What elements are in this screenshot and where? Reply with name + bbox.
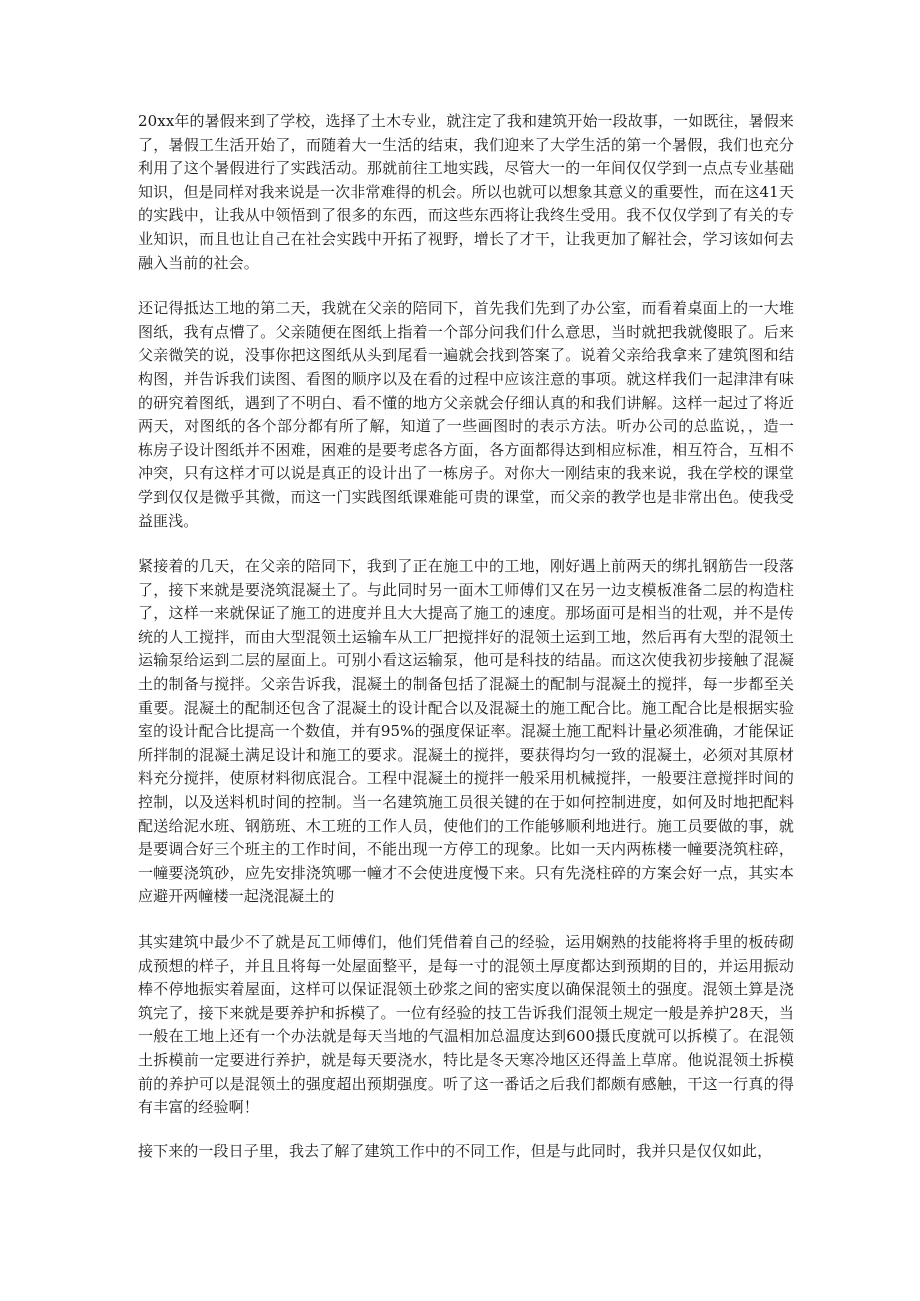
paragraph-1: 20xx年的暑假来到了学校，选择了土木专业，就注定了我和建筑开始一段故事，一如既往，暑假来了，暑假工生活开始了，而随着大一生活的结束，我们迎来了大学生活的第一个暑假，我们也充分利用了这个暑假进行了实践活动。那就前往工地实践，尽管大一的一年间仅仅学到一点点专业基础知识，但是同样对我来说是一次非常难得的机会。所以也就可以想象其意义的重要性，而在这41天的实践中，让我从中领悟到了很多的东西，而这些东西将让我终生受用。我不仅仅学到了有关的专业知识，而且也让自己在社会实践中开拓了视野，增长了才干，让我更加了解社会，学习该如何去融入当前的社会。 — [138, 112, 794, 272]
paragraph-3: 紧接着的几天，在父亲的陪同下，我到了正在施工中的工地，刚好遇上前两天的绑扎钢筋告一段落了，接下来就是要浇筑混凝土了。与此同时另一面木工师傅们又在另一边支模板准备二层的构造柱了，这样一来就保证了施工的进度并且大大提高了施工的速度。那场面可是相当的壮观，并不是传统的人工搅拌，而由大型混领土运输车从工厂把搅拌好的混领土运到工地，然后再有大型的混领土运输泵给运到二层的屋面上。可别小看这运输泵，他可是科技的结晶。而这次使我初步接触了混凝土的制备与搅拌。父亲告诉我，混凝土的制备包括了混凝土的配制与混凝土的搅拌，每一步都至关重要。混凝土的配制还包含了混凝土的设计配合以及混凝土的施工配合比。施工配合比是根据实验室的设计配合比提高一个数值，并有95%的强度保证率。混凝土施工配料计量必须准确，才能保证所拌制的混凝土满足设计和施工的要求。混凝土的搅拌，要获得均匀一致的混凝土，必须对其原材料充分搅拌，使原材料彻底混合。工程中混凝土的搅拌一般采用机械搅拌，一般要注意搅拌时间的控制，以及送料机时间的控制。当一名建筑施工员很关键的在于如何控制进度，如何及时地把配料配送给泥水班、钢筋班、木工班的工作人员，使他们的工作能够顺利地进行。施工员要做的事，就是要调合好三个班主的工作时间，不能出现一方停工的现象。比如一天内两栋楼一幢要浇筑柱碎，一幢要浇筑砂，应先安排浇筑哪一幢才不会使进度慢下来。只有先浇柱碎的方案会好一点，其实本应避开两幢楼一起浇混凝土的 — [138, 557, 794, 906]
document-body — [138, 110, 794, 1163]
paragraph-2: 还记得抵达工地的第二天，我就在父亲的陪同下，首先我们先到了办公室，而看着桌面上的一大堆图纸，我有点懵了。父亲随便在图纸上指着一个部分问我们什么意思，当时就把我就傻眼了。后来父亲微笑的说，没事你把这图纸从头到尾看一遍就会找到答案了。说着父亲给我拿来了建筑图和结构图，并告诉我们读图、看图的顺序以及在看的过程中应该注意的事项。就这样我们一起津津有味的研究着图纸，遇到了不明白、看不懂的地方父亲就会仔细认真的和我们讲解。这样一起过了将近两天，对图纸的各个部分都有所了解，知道了一些画图时的表示方法。听办公司的总监说，，造一栋房子设计图纸并不困难，困难的是要考虑各方面，各方面都得达到相应标准，相互符合，互相不冲突，只有这样才可以说是真正的设计出了一栋房子。对你大一刚结束的我来说，我在学校的课堂学到仅仅是微乎其微，而这一门实践图纸课难能可贵的课堂，而父亲的教学也是非常出色。使我受益匪浅。 — [138, 299, 794, 530]
paragraph-5: 接下来的一段日子里，我去了解了建筑工作中的不同工作，但是与此同时，我并只是仅仅如此， — [138, 1141, 773, 1160]
paragraph-4: 其实建筑中最少不了就是瓦工师傅们，他们凭借着自己的经验，运用娴熟的技能将将手里的板砖砌成预想的样子，并且且将每一处屋面整平，是每一寸的混领土厚度都达到预期的目的，并运用振动棒不停地振实着屋面，这样可以保证混领土砂浆之间的密实度以确保混领土的强度。混领土算是浇筑完了，接下来就是要养护和拆模了。一位有经验的技工告诉我们混领土规定一般是养护28天，当一般在工地上还有一个办法就是每天当地的气温相加总温度达到600摄氏度就可以拆模了。在混领土拆模前一定要进行养护，就是每天要浇水，特比是冬天寒冷地区还得盖上草席。他说混领土拆模前的养护可以是混领土的强度超出预期强度。听了这一番话之后我们都颇有感触，干这一行真的得有丰富的经验啊！ — [138, 933, 794, 1117]
